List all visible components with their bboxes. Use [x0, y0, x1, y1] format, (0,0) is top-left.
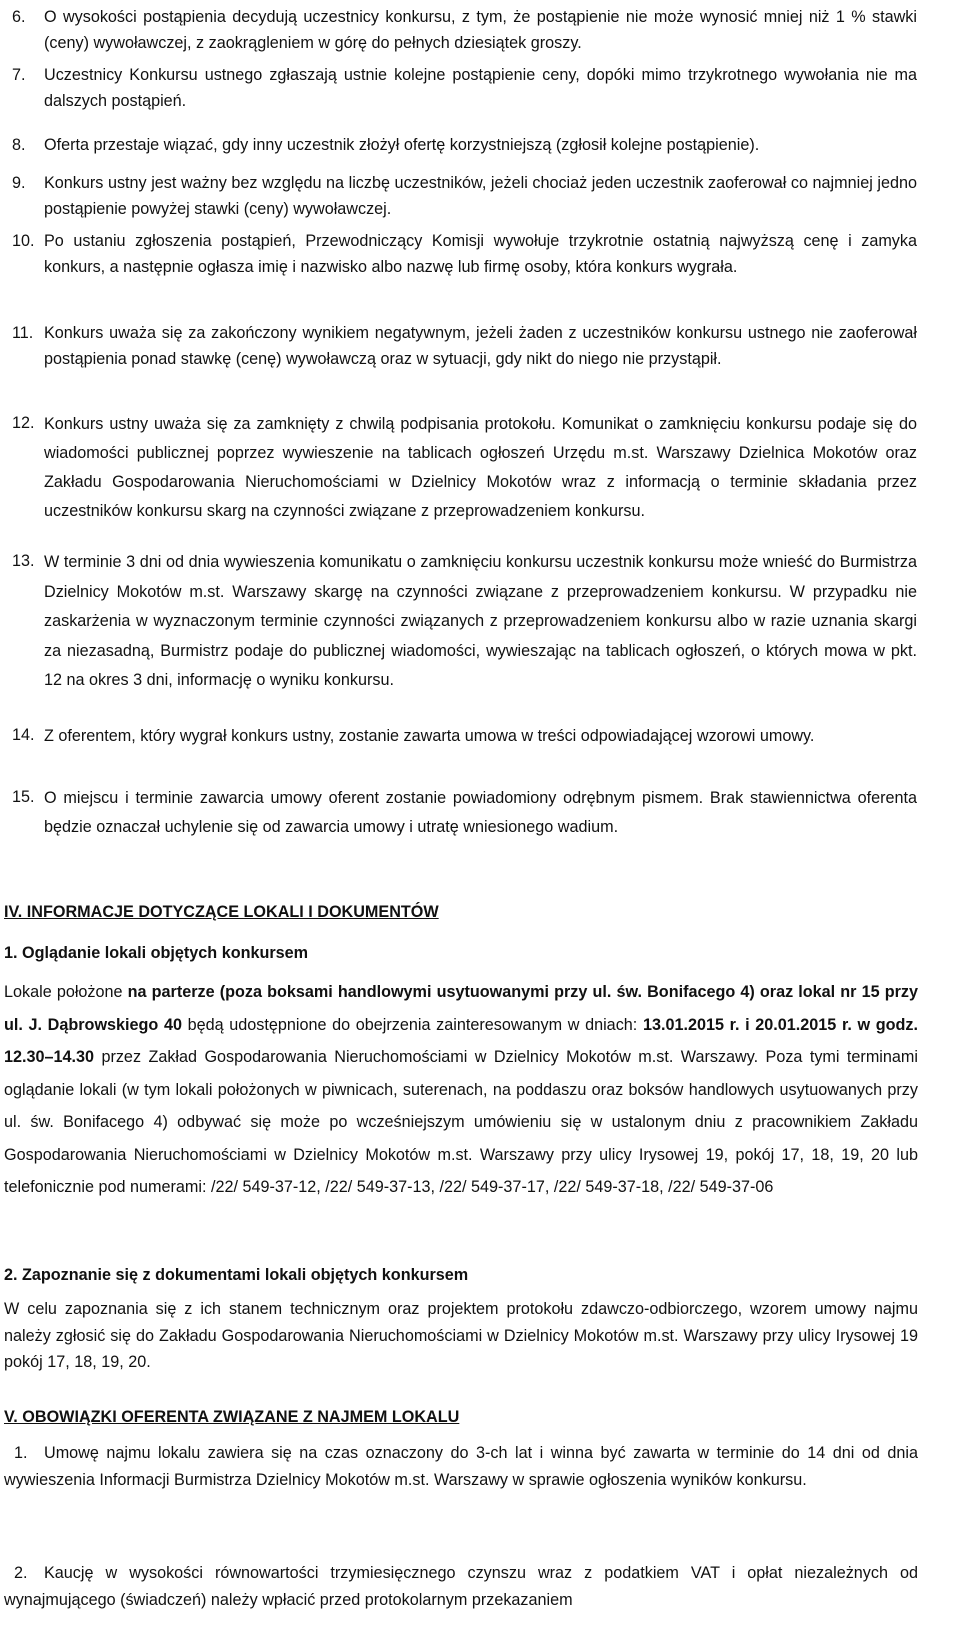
list-text: O miejscu i terminie zawarcia umowy oferent zostanie powiadomiony odrębnym pismem. Brak stawiennictwa oferenta będzie oznaczał uchylenie się od zawarcia umowy i utratę wniesionego wadium. [44, 789, 917, 836]
list-item-10 [12, 228, 917, 280]
list-item-13 [12, 548, 917, 696]
para-text: będą udostępnione do obejrzenia zainteresowanym w dniach: [181, 1015, 643, 1034]
list-number: 7. [12, 66, 26, 84]
list-number: 10. [12, 232, 35, 250]
list-item-12 [12, 410, 917, 526]
list-number: 15. [12, 788, 35, 806]
list-text: Umowę najmu lokalu zawiera się na czas oznaczony do 3-ch lat i winna być zawarta w terminie do 14 dni od dnia wywieszenia Informacji Burmistrza Dzielnicy Mokotów m.st. Warszawy w sprawie ogłoszenia wyników konkursu. [4, 1444, 918, 1489]
list-number: 2. [14, 1564, 28, 1582]
list-text: Konkurs uważa się za zakończony wynikiem negatywnym, jeżeli żaden z uczestników konkursu ustnego nie zaoferował postąpienia ponad stawkę (cenę) wywoławczą oraz w sytuacji, gdy nikt do niego nie przystąpił. [44, 324, 917, 368]
list-text: Konkurs ustny jest ważny bez względu na liczbę uczestników, jeżeli chociaż jeden uczestnik zaoferował co najmniej jedno postąpienie powyżej stawki (ceny) wywoławczej. [44, 174, 917, 218]
subsection-1-heading: 1. Oglądanie lokali objętych konkursem [4, 944, 309, 962]
para-text: Lokale położone [4, 983, 128, 1001]
list-item-14 [12, 722, 917, 751]
section-iv-paragraph-1 [4, 976, 918, 1204]
list-number: 13. [12, 552, 35, 570]
list-number: 9. [12, 174, 26, 192]
para-bold: 13.01.2015 r. i 20.01.2015 r. w godz. 12.30–14.30 [4, 1015, 919, 1066]
section-v-item-1 [4, 1440, 918, 1493]
list-text: O wysokości postąpienia decydują uczestnicy konkursu, z tym, że postąpienie nie może wynosić mniej niż 1 % stawki (ceny) wywoławczej, z zaokrągleniem w górę do pełnych dziesiątek groszy. [44, 8, 917, 52]
list-number: 6. [12, 8, 26, 26]
list-item-9 [12, 170, 917, 222]
list-item-7 [12, 62, 917, 114]
list-item-11 [12, 320, 917, 372]
list-item-15 [12, 784, 917, 842]
list-text: Z oferentem, który wygrał konkurs ustny, zostanie zawarta umowa w treści odpowiadającej wzorowi umowy. [44, 727, 815, 745]
list-number: 12. [12, 414, 35, 432]
list-number: 1. [14, 1444, 28, 1462]
list-number: 14. [12, 726, 35, 744]
list-text: W terminie 3 dni od dnia wywieszenia komunikatu o zamknięciu konkursu uczestnik konkursu może wnieść do Burmistrza Dzielnicy Mokotów m.st. Warszawy skargę na czynności związane z przeprowadzeniem konkursu. W przypadku nie zaskarżenia w wyznaczonym terminie czynności związanych z przeprowadzeniem konkursu albo w razie uznania skargi za niezasadną, Burmistrz podaje do publicznej wiadomości, wywieszając na tablicach ogłoszeń, o których mowa w pkt. 12 na okres 3 dni, informację o wyniku konkursu. [44, 553, 917, 689]
list-text: Uczestnicy Konkursu ustnego zgłaszają ustnie kolejne postąpienie ceny, dopóki mimo trzykrotnego wywołania nie ma dalszych postąpień. [44, 66, 917, 110]
list-text: Po ustaniu zgłoszenia postąpień, Przewodniczący Komisji wywołuje trzykrotnie ostatnią najwyższą cenę i zamyka konkurs, a następnie ogłasza imię i nazwisko albo nazwę lub firmę osoby, która konkurs wygrała. [44, 232, 917, 276]
section-v-heading: V. OBOWIĄZKI OFERENTA ZWIĄZANE Z NAJMEM LOKALU [4, 1408, 460, 1426]
para-text: przez Zakład Gospodarowania Nieruchomościami w Dzielnicy Mokotów m.st. Warszawy. Poza tymi terminami oglądanie lokali (w tym lokali położonych w piwnicach, suterenach, na poddaszu oraz boksów handlowych usytuowanych przy ul. św. Bonifacego 4) odbywać się może po wcześniejszym umówieniu się w ustalonym dniu z pracownikiem Zakładu Gospodarowania Nieruchomościami w Dzielnicy Mokotów m.st. Warszawy przy ulicy Irysowej 19, pokój 17, 18, 19, 20 lub telefonicznie pod numerami: /22/ 549-37-12, /22/ 549-37-13, /22/ 549-37-17, /22/ 549-37-18, /22/ 549-37-06 [4, 1048, 918, 1196]
list-text: Oferta przestaje wiązać, gdy inny uczestnik złożył ofertę korzystniejszą (zgłosił kolejne postąpienie). [44, 136, 760, 154]
list-text: Kaucję w wysokości równowartości trzymiesięcznego czynszu wraz z podatkiem VAT i opłat niezależnych od wynajmującego (świadczeń) należy wpłacić przed protokolarnym przekazaniem [4, 1564, 918, 1609]
section-iv-paragraph-2: W celu zapoznania się z ich stanem technicznym oraz projektem protokołu zdawczo-odbiorczego, wzorem umowy najmu należy zgłosić się do Zakładu Gospodarowania Nieruchomościami w Dzielnicy Mokotów m.st. Warszawy przy ulicy Irysowej 19 pokój 17, 18, 19, 20. [4, 1300, 918, 1371]
list-text: Konkurs ustny uważa się za zamknięty z chwilą podpisania protokołu. Komunikat o zamknięciu konkursu podaje się do wiadomości publicznej poprzez wywieszenie na tablicach ogłoszeń Urzędu m.st. Warszawy Dzielnica Mokotów oraz Zakładu Gospodarowania Nieruchomościami w Dzielnicy Mokotów wraz z informacją o terminie składania przez uczestników konkursu skarg na czynności związane z przeprowadzeniem konkursu. [44, 415, 917, 520]
list-item-8 [12, 132, 917, 158]
list-number: 11. [12, 324, 34, 342]
list-number: 8. [12, 136, 26, 154]
section-iv-heading: IV. INFORMACJE DOTYCZĄCE LOKALI I DOKUMENTÓW [4, 903, 439, 921]
section-v-item-2 [4, 1560, 918, 1613]
subsection-2-heading: 2. Zapoznanie się z dokumentami lokali objętych konkursem [4, 1266, 469, 1284]
para-bold: na parterze (poza boksami handlowymi usytuowanymi przy ul. św. Bonifacego 4) oraz lokal nr 15 przy ul. J. Dąbrowskiego 40 [4, 983, 918, 1034]
list-item-6 [12, 4, 917, 56]
